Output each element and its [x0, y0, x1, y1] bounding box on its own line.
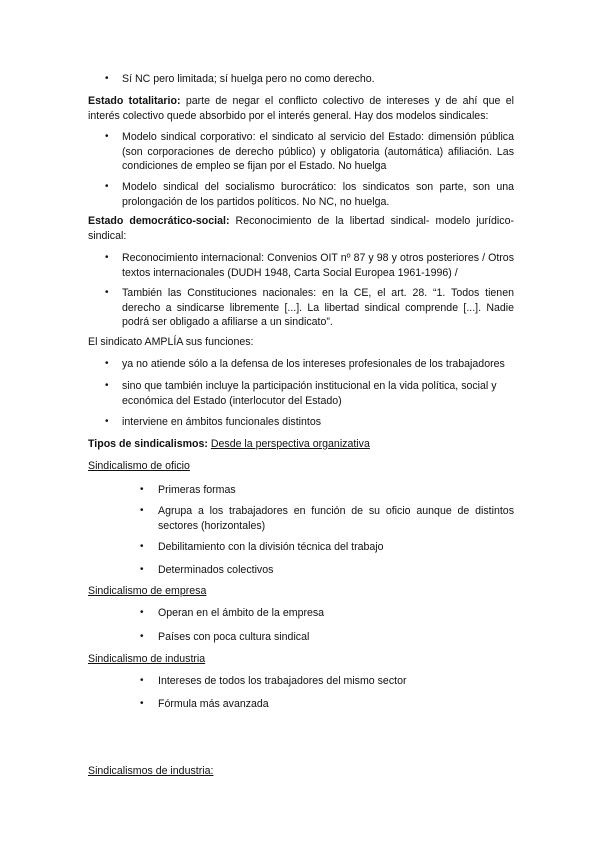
list-item [105, 357, 514, 372]
paragraph-tipos [88, 437, 514, 452]
list-item [140, 606, 514, 621]
section-subheading: Desde la perspectiva organizativa [210, 438, 370, 450]
bullet-icon: • [140, 698, 144, 709]
list-item-text: Modelo sindical corporativo: el sindicato al servicio del Estado: dimensión pública (son corporaciones de derecho público) y obligatoria (automática) afiliación. Las condiciones de empleo se fijan por el Estado. No huelga [122, 131, 514, 172]
bullet-icon: • [140, 541, 144, 552]
subsection-title: Sindicalismo de industria [88, 653, 206, 665]
list-item [105, 180, 514, 209]
list-item-text: Fórmula más avanzada [158, 698, 269, 710]
bullet-icon: • [105, 131, 109, 142]
bullet-icon: • [105, 252, 109, 263]
bullet-icon: • [140, 484, 144, 495]
list-item [105, 130, 514, 174]
list-item [105, 72, 514, 87]
list-item-text: Agrupa a los trabajadores en función de su oficio aunque de distintos sectores (horizontales) [158, 505, 514, 532]
list-item [140, 630, 514, 645]
section-heading: Estado totalitario: [88, 95, 181, 107]
list-item [105, 286, 514, 330]
paragraph-text: Reconocimiento de la libertad sindical- modelo jurídico-sindical: [88, 215, 514, 242]
list-item-text: Reconocimiento internacional: Convenios OIT nº 87 y 98 y otros posteriores / Otros textos internacionales (DUDH 1948, Carta Social Europea 1961-1996) / [122, 252, 514, 279]
list-item-text: Intereses de todos los trabajadores del mismo sector [158, 675, 407, 687]
bullet-icon: • [140, 675, 144, 686]
paragraph-estado-democratico [88, 214, 514, 243]
list-item-text: También las Constituciones nacionales: en la CE, el art. 28. “1. Todos tienen derecho a sindicarse libremente [...]. La libertad sindical comprende [...]. Nadie podrá ser obligado a afiliarse a un sindicato”. [122, 287, 514, 328]
list-item-text: Países con poca cultura sindical [158, 631, 310, 643]
list-item [140, 483, 514, 498]
paragraph-text: parte de negar el conflicto colectivo de intereses y de ahí que el interés colectivo quede absorbido por el interés general. Hay dos modelos sindicales: [88, 95, 514, 122]
bullet-icon: • [140, 631, 144, 642]
section-heading: Estado democrático-social: [88, 215, 230, 227]
list-item-text: Determinados colectivos [158, 564, 274, 576]
list-item-text: sino que también incluye la participación institucional en la vida política, social y económica del Estado (interlocutor del Estado) [122, 380, 497, 407]
bullet-icon: • [140, 564, 144, 575]
list-item [140, 504, 514, 533]
list-item [140, 674, 514, 689]
list-item-text: Operan en el ámbito de la empresa [158, 607, 325, 619]
section-heading: Tipos de sindicalismos: [88, 438, 208, 450]
list-item-text: interviene en ámbitos funcionales distintos [122, 416, 322, 428]
bullet-icon: • [105, 181, 109, 192]
list-item-text: ya no atiende sólo a la defensa de los intereses profesionales de los trabajadores [122, 358, 505, 370]
list-item [105, 415, 514, 430]
list-item-text: Modelo sindical del socialismo burocrático: los sindicatos son parte, son una prolongación de los partidos políticos. No NC, no huelga. [122, 181, 514, 208]
list-item [105, 379, 514, 408]
paragraph-text: El sindicato AMPLÍA sus funciones: [88, 336, 254, 348]
list-item [140, 697, 514, 712]
bullet-icon: • [140, 505, 144, 516]
subsection-title: Sindicalismo de oficio [88, 460, 190, 472]
list-item [105, 251, 514, 280]
paragraph-sindicato-amplia [88, 335, 514, 350]
subsection-title: Sindicalismos de industria: [88, 765, 214, 777]
list-item-text: Sí NC pero limitada; sí huelga pero no como derecho. [122, 73, 375, 85]
bullet-icon: • [105, 380, 109, 391]
list-item [140, 563, 514, 578]
paragraph-estado-totalitario [88, 94, 514, 123]
list-item-text: Debilitamiento con la división técnica del trabajo [158, 541, 384, 553]
bullet-icon: • [105, 358, 109, 369]
bullet-icon: • [105, 287, 109, 298]
bullet-icon: • [140, 607, 144, 618]
bullet-icon: • [105, 73, 109, 84]
bullet-icon: • [105, 416, 109, 427]
list-item [140, 540, 514, 555]
subsection-title: Sindicalismo de empresa [88, 585, 207, 597]
list-item-text: Primeras formas [158, 484, 236, 496]
